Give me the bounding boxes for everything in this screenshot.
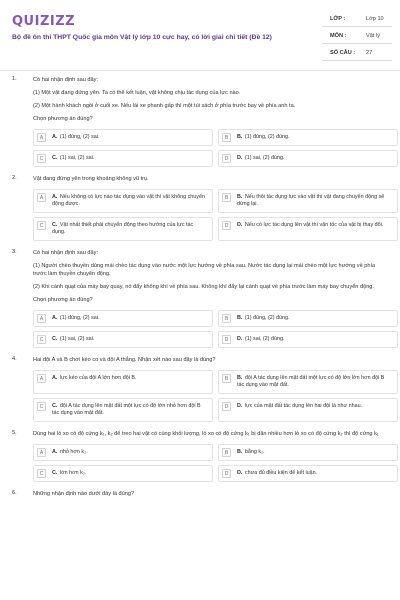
- option-key: C.: [52, 336, 58, 342]
- question-text: Chọn phương án đúng?: [33, 297, 93, 303]
- answer-option-a[interactable]: [33, 310, 213, 327]
- question-5: [0, 430, 400, 482]
- answer-option-d[interactable]: [218, 331, 398, 348]
- answer-option-a[interactable]: [33, 129, 213, 146]
- option-key: D.: [237, 336, 243, 342]
- answer-options: [33, 129, 390, 167]
- option-letter: D: [222, 335, 231, 344]
- question-number: 2.: [12, 175, 17, 181]
- meta-key: SỐ CÂU :: [330, 50, 356, 56]
- option-text: (1) đúng, (2) sai.: [59, 315, 100, 321]
- question-list: [0, 76, 400, 506]
- option-key: C.: [52, 403, 58, 409]
- answer-option-b[interactable]: [218, 129, 398, 146]
- option-key: B.: [237, 375, 243, 381]
- question-1: [0, 76, 400, 167]
- option-letter: B: [222, 374, 231, 383]
- answer-options: [33, 310, 390, 348]
- question-text: (1) Một vật đang đứng yên. Ta có thể kết luận, vật không chịu tác dụng của lực nào.: [33, 90, 241, 96]
- meta-value: Lớp 10: [366, 16, 384, 22]
- answer-option-a[interactable]: [33, 370, 213, 394]
- answer-option-a[interactable]: [33, 444, 213, 461]
- option-key: B.: [237, 315, 243, 321]
- option-key: D.: [237, 403, 243, 409]
- option-letter: B: [222, 314, 231, 323]
- answer-option-b[interactable]: [218, 370, 398, 394]
- option-key: B.: [237, 134, 243, 140]
- option-key: D.: [237, 222, 243, 228]
- option-text: (1) sai, (2) đúng.: [244, 155, 285, 161]
- question-number: 3.: [12, 249, 17, 255]
- meta-table: [322, 10, 392, 61]
- option-letter: A: [37, 448, 46, 457]
- answer-option-c[interactable]: [33, 398, 213, 422]
- option-text: lực của mặt đất tác dụng lên hai đội là như nhau.: [244, 403, 363, 409]
- option-key: A.: [52, 449, 58, 455]
- page-title: Bộ đề ôn thi THPT Quốc gia môn Vật lý lớp 10 cực hay, có lời giải chi tiết (Đề 12): [12, 34, 272, 41]
- option-letter: B: [222, 193, 231, 202]
- meta-value: Vật lý: [366, 33, 380, 39]
- header: [0, 0, 400, 70]
- meta-value: 27: [366, 50, 373, 56]
- option-key: C.: [52, 155, 58, 161]
- option-letter: C: [37, 154, 46, 163]
- option-letter: C: [37, 402, 46, 411]
- option-text: đội A tác dụng lên mặt đất một lực có độ lớn lớn hơn đội B tác dụng vào mặt đất.: [237, 375, 385, 388]
- option-letter: D: [222, 154, 231, 163]
- answer-option-d[interactable]: [218, 217, 398, 241]
- answer-option-c[interactable]: [33, 217, 213, 241]
- question-text: (2) Một hành khách ngồi ở cuối xe. Nếu lái xe phanh gấp thì một túi sách ở phía trước bay về phía anh ta.: [33, 103, 296, 109]
- option-text: chưa đủ điều kiện để kết luận.: [244, 470, 318, 476]
- option-letter: C: [37, 469, 46, 478]
- question-6: [0, 490, 400, 498]
- question-text: Dùng hai lò xo có độ cứng k₁, k₂ để treo hai vật có cùng khối lượng, lò xo có độ cứng k₁ bị dãn nhiều hơn lò xo có độ cứng k₂ thì độ cứng k₁: [33, 431, 379, 437]
- question-text: (1) Người chèo thuyền dùng mái chèo tác dụng vào nước một lực hướng về phía sau. Nước tác dụng lại mái chèo một lực hướng về phía trước làm thuyền chuyển động.: [33, 263, 376, 277]
- option-key: A.: [52, 194, 58, 200]
- meta-row-class: [322, 10, 392, 27]
- option-key: A.: [52, 315, 58, 321]
- option-text: Vật nhất thiết phải chuyển động theo hướng của lực tác dụng.: [52, 222, 194, 235]
- option-text: nhỏ hơn k₂.: [59, 449, 88, 455]
- answer-option-c[interactable]: [33, 331, 213, 348]
- option-text: Nếu có lực tác dụng lên vật thì vận tốc của vật bị thay đổi.: [244, 222, 384, 228]
- option-letter: D: [222, 402, 231, 411]
- answer-options: [33, 444, 390, 482]
- option-text: (1) sai, (2) sai.: [59, 336, 95, 342]
- meta-key: LỚP :: [330, 16, 346, 22]
- option-letter: B: [222, 133, 231, 142]
- meta-row-subject: [322, 27, 392, 44]
- option-key: C.: [52, 470, 58, 476]
- option-text: (1) đúng, (2) đúng.: [244, 134, 290, 140]
- option-key: B.: [237, 194, 243, 200]
- question-number: 1.: [12, 76, 17, 82]
- meta-key: MÔN :: [330, 33, 347, 39]
- question-text: Vật đang đứng yên trong khoảng không vũ trụ.: [33, 176, 149, 182]
- option-text: (1) sai, (2) sai.: [59, 155, 95, 161]
- option-text: Nếu không có lực nào tác dụng vào vật thì vật không chuyển động được.: [52, 194, 205, 207]
- answer-option-b[interactable]: [218, 444, 398, 461]
- option-letter: C: [37, 221, 46, 230]
- answer-option-c[interactable]: [33, 150, 213, 167]
- option-key: C.: [52, 222, 58, 228]
- question-text: Những nhận định nào dưới đây là đúng?: [33, 491, 135, 497]
- question-2: [0, 175, 400, 241]
- option-text: lực kéo của đội A lớn hơn đội B.: [59, 375, 137, 381]
- option-key: B.: [237, 449, 243, 455]
- option-letter: A: [37, 374, 46, 383]
- option-letter: A: [37, 193, 46, 202]
- option-text: Nếu thôi tác dụng lực vào vật thì vật đang chuyển động sẽ dừng lại.: [237, 194, 385, 207]
- option-letter: C: [37, 335, 46, 344]
- option-key: A.: [52, 375, 58, 381]
- option-text: (1) đúng, (2) đúng.: [244, 315, 290, 321]
- option-letter: A: [37, 133, 46, 142]
- option-text: lớn hơn k₂.: [59, 470, 87, 476]
- option-key: D.: [237, 470, 243, 476]
- option-letter: D: [222, 221, 231, 230]
- question-number: 4.: [12, 356, 17, 362]
- question-text: Chọn phương án đúng?: [33, 116, 93, 122]
- question-number: 6.: [12, 490, 17, 496]
- answer-options: [33, 189, 390, 241]
- option-text: đội A tác dụng lên mặt đất một lực có độ lớn nhỏ hơn đội B tác dụng vào mặt đất.: [52, 403, 201, 416]
- option-letter: D: [222, 469, 231, 478]
- option-text: (1) đúng, (2) sai.: [59, 134, 100, 140]
- header-divider: [0, 70, 400, 71]
- answer-option-d[interactable]: [218, 398, 398, 422]
- answer-option-b[interactable]: [218, 310, 398, 327]
- question-number: 5.: [12, 430, 17, 436]
- question-3: [0, 249, 400, 348]
- quizizz-logo: QUIZIZZ: [12, 14, 76, 29]
- answer-option-b[interactable]: [218, 189, 398, 213]
- option-text: (1) sai, (2) đúng.: [244, 336, 285, 342]
- answer-options: [33, 370, 390, 422]
- question-text: (2) Khi cánh quạt của máy bay quay, nó đẩy không khí về phía sau. Không khí đẩy lại cánh quạt về phía trước làm máy bay chuyển động.: [33, 284, 374, 290]
- answer-option-d[interactable]: [218, 465, 398, 482]
- meta-row-count: [322, 44, 392, 61]
- option-key: A.: [52, 134, 58, 140]
- answer-option-d[interactable]: [218, 150, 398, 167]
- question-4: [0, 356, 400, 422]
- option-letter: B: [222, 448, 231, 457]
- answer-option-a[interactable]: [33, 189, 213, 213]
- question-text: Có hai nhận định sau đây:: [33, 77, 98, 83]
- question-text: Có hai nhận định sau đây:: [33, 250, 98, 256]
- option-text: bằng k₂.: [244, 449, 265, 455]
- answer-option-c[interactable]: [33, 465, 213, 482]
- option-letter: A: [37, 314, 46, 323]
- question-text: Hai đội A và B chơi kéo co và đội A thắng. Nhận xét nào sau đây là đúng?: [33, 357, 216, 363]
- option-key: D.: [237, 155, 243, 161]
